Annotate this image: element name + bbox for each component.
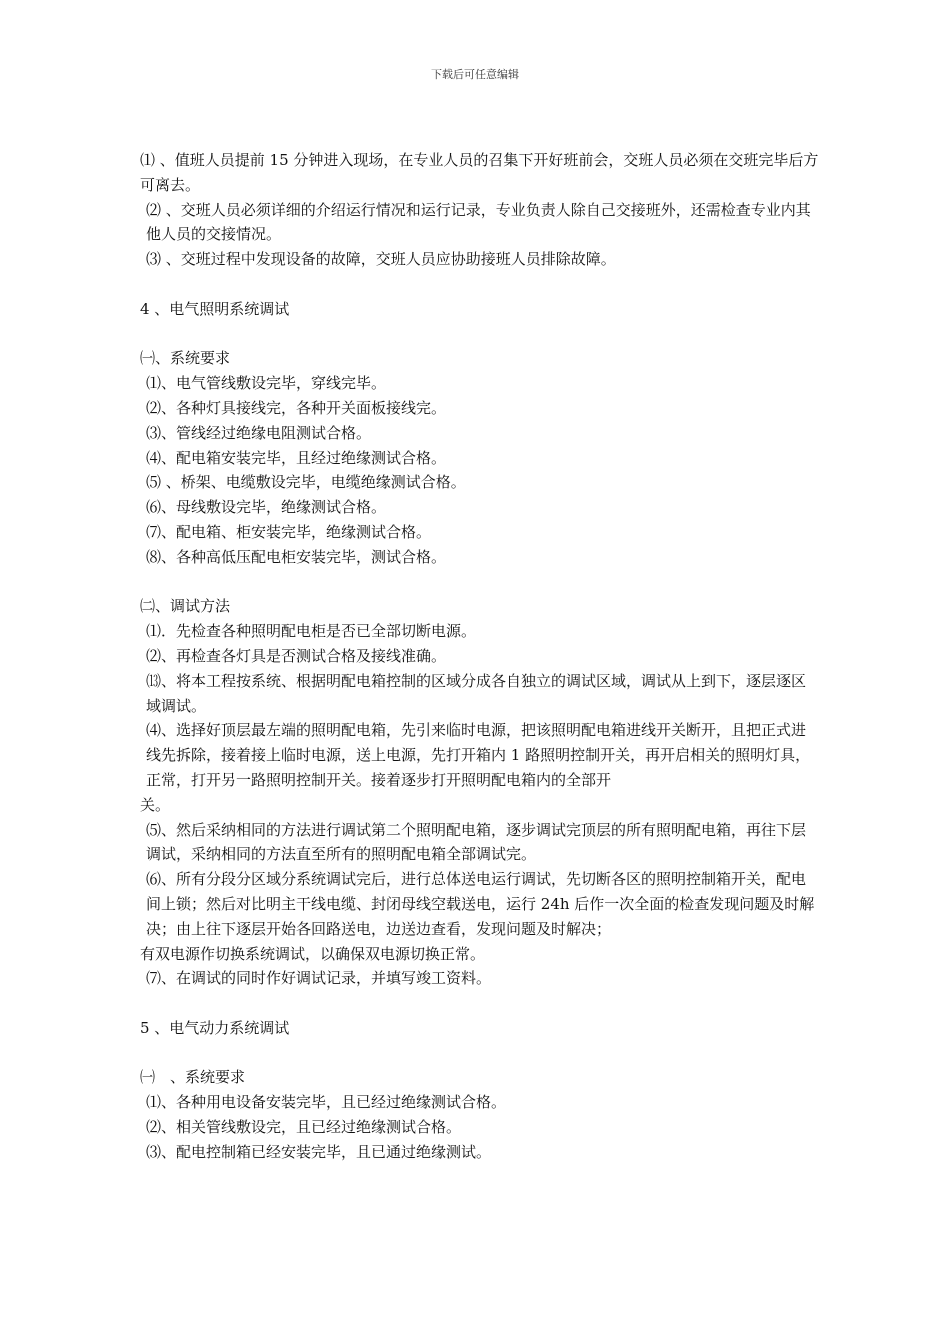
document-body xyxy=(140,148,820,1165)
method-item: ⑹、所有分段分区域分系统调试完后，进行总体送电运行调试，先切断各区的照明控制箱开关，配电间上锁；然后对比明主干线电缆、封闭母线空载送电，运行 24h 后作一次全面的检查发现问题及时解 决；由上往下逐层开始各回路送电，边送边查看，发现问题及时解决； xyxy=(146,870,815,938)
shift-item: ⑵ 、交班人员必须详细的介绍运行情况和运行记录，专业负责人除自己交接班外，还需检查专业内其他人员的交接情况。 xyxy=(146,200,811,244)
section5-req-title: ㈠ 、系统要求 xyxy=(140,1068,246,1087)
req-item: ⑴、各种用电设备安装完毕，且已经过绝缘测试合格。 xyxy=(146,1093,507,1112)
section4-req-title: ㈠、系统要求 xyxy=(140,349,231,368)
req-item: ⑴、电气管线敷设完毕，穿线完毕。 xyxy=(146,374,387,393)
req-item: ⑷、配电箱安装完毕，且经过绝缘测试合格。 xyxy=(146,448,447,467)
req-item: ⑻、各种高低压配电柜安装完毕，测试合格。 xyxy=(146,547,447,566)
shift-item: ⑶ 、交班过程中发现设备的故障，交班人员应协助接班人员排除故障。 xyxy=(146,250,616,269)
shift-item: ⑴ 、值班人员提前 15 分钟进入现场，在专业人员的召集下开好班前会，交班人员必须在交班完毕后方可离去。 xyxy=(140,151,819,194)
method-item: 有双电源作切换系统调试，以确保双电源切换正常。 xyxy=(140,944,486,963)
req-item: ⑵、相关管线敷设完，且已经过绝缘测试合格。 xyxy=(146,1118,462,1137)
req-item: ⑶、配电控制箱已经安装完毕，且已通过绝缘测试。 xyxy=(146,1142,492,1161)
page-header: 下载后可任意编辑 xyxy=(431,68,519,81)
method-item: ⑷、选择好顶层最左端的照明配电箱，先引来临时电源，把该照明配电箱进线开关断开，且把正式进线先拆除，接着接上临时电源，送上电源，先打开箱内 1 路照明控制开关，再开启相关的照明灯具，正常，打开另一路照明控制开关。接着逐步打开照明配电箱内的全部开 xyxy=(146,721,811,789)
req-item: ⑹、母线敷设完毕，绝缘测试合格。 xyxy=(146,498,387,517)
req-item: ⑵、各种灯具接线完，各种开关面板接线完。 xyxy=(146,398,447,417)
method-item: ⑵、再检查各灯具是否测试合格及接线准确。 xyxy=(146,646,447,665)
method-item: ⑸、然后采纳相同的方法进行调试第二个照明配电箱，逐步调试完顶层的所有照明配电箱，再往下层调试，采纳相同的方法直至所有的照明配电箱全部调试完。 xyxy=(146,820,807,864)
method-item: ⒀、将本工程按系统、根据明配电箱控制的区域分成各自独立的调试区域，调试从上到下，逐层逐区域调试。 xyxy=(146,671,807,715)
section5-title: 5 、电气动力系统调试 xyxy=(140,1018,290,1037)
section4-title: 4 、电气照明系统调试 xyxy=(140,299,290,318)
method-item: ⑴．先检查各种照明配电柜是否已全部切断电源。 xyxy=(146,622,477,641)
method-item: ⑺、在调试的同时作好调试记录，并填写竣工资料。 xyxy=(146,969,492,988)
req-item: ⑺、配电箱、柜安装完毕，绝缘测试合格。 xyxy=(146,522,432,541)
req-item: ⑸ 、桥架、电缆敷设完毕，电缆绝缘测试合格。 xyxy=(146,473,466,492)
method-item: 关。 xyxy=(140,795,171,814)
req-item: ⑶、管线经过绝缘电阻测试合格。 xyxy=(146,423,372,442)
section4-method-title: ㈡、调试方法 xyxy=(140,597,231,616)
